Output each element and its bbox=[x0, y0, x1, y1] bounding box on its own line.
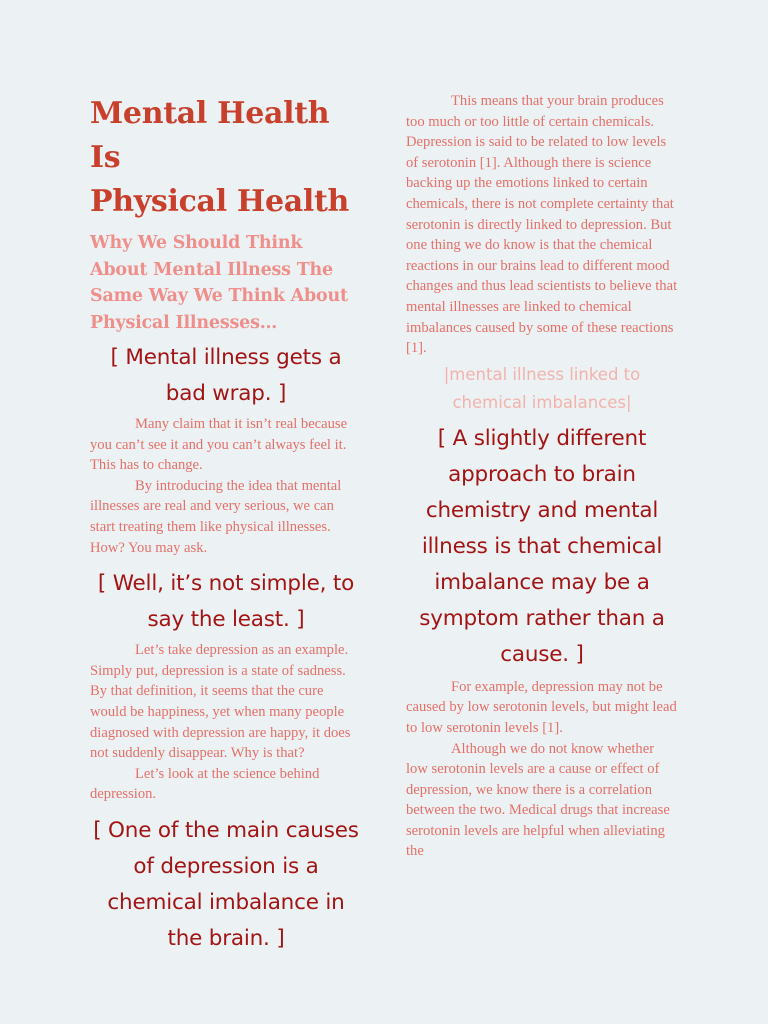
paragraph-claims-text: Many claim that it isn’t real because you can’t see it and you can’t always feel it. This has to change. bbox=[90, 416, 348, 474]
paragraph-brain-chemicals-text: This means that your brain produces too much or too little of certain chemicals. Depression is said to be related to low levels of serotonin [1]. Although there is science backing up the emotions linked to certain chemicals, there is not complete certainty that serotonin is directly linked to depression. But one thing we do know is that the chemical reactions in our brains lead to different mood changes and thus lead scientists to believe that mental illnesses are linked to chemical imbalances caused by some of these reactions [1]. bbox=[406, 93, 678, 357]
left-column bbox=[90, 92, 362, 957]
paragraph-for-example bbox=[406, 677, 678, 739]
paragraph-brain-chemicals bbox=[406, 91, 678, 359]
right-column bbox=[406, 91, 678, 862]
pull-quote-chemical-imbalance: [ One of the main causes of depression is a chemical imbalance in the brain. ] bbox=[93, 817, 359, 951]
paragraph-claims bbox=[90, 414, 362, 476]
paragraph-introducing bbox=[90, 476, 362, 558]
article-subtitle: Why We Should Think About Mental Illness The Same Way We Think About Physical Illnesses… bbox=[90, 233, 348, 333]
paragraph-correlation bbox=[406, 739, 678, 863]
title-line-1: Mental Health Is bbox=[90, 96, 330, 175]
article-title bbox=[90, 92, 362, 224]
paragraph-depression-example bbox=[90, 640, 362, 764]
paragraph-introducing-text: By introducing the idea that mental illnesses are real and very serious, we can start treating them like physical illnesses. How? You may ask. bbox=[90, 477, 342, 556]
pull-quote-different-approach: [ A slightly different approach to brain chemistry and mental illness is that chemical imbalance may be a symptom rather than a cause. ] bbox=[419, 425, 665, 667]
caption-chemical-imbalances: |mental illness linked to chemical imbalances| bbox=[443, 364, 641, 412]
paragraph-correlation-text: Although we do not know whether low serotonin levels are a cause or effect of depression, we know there is a correlation between the two. Medical drugs that increase serotonin levels are helpful when alleviating the bbox=[406, 740, 670, 860]
paragraph-depression-example-text: Let’s take depression as an example. Simply put, depression is a state of sadness. By that definition, it seems that the cure would be happiness, yet when many people diagnosed with depression are happy, it does not suddenly disappear. Why is that? bbox=[90, 642, 351, 762]
pull-quote-bad-wrap: [ Mental illness gets a bad wrap. ] bbox=[110, 345, 342, 406]
title-line-2: Physical Health bbox=[90, 184, 350, 219]
paragraph-science bbox=[90, 764, 362, 805]
paragraph-for-example-text: For example, depression may not be caused by low serotonin levels, but might lead to low serotonin levels [1]. bbox=[406, 678, 677, 736]
paragraph-science-text: Let’s look at the science behind depression. bbox=[90, 765, 320, 803]
pull-quote-not-simple: [ Well, it’s not simple, to say the least. ] bbox=[97, 571, 355, 633]
